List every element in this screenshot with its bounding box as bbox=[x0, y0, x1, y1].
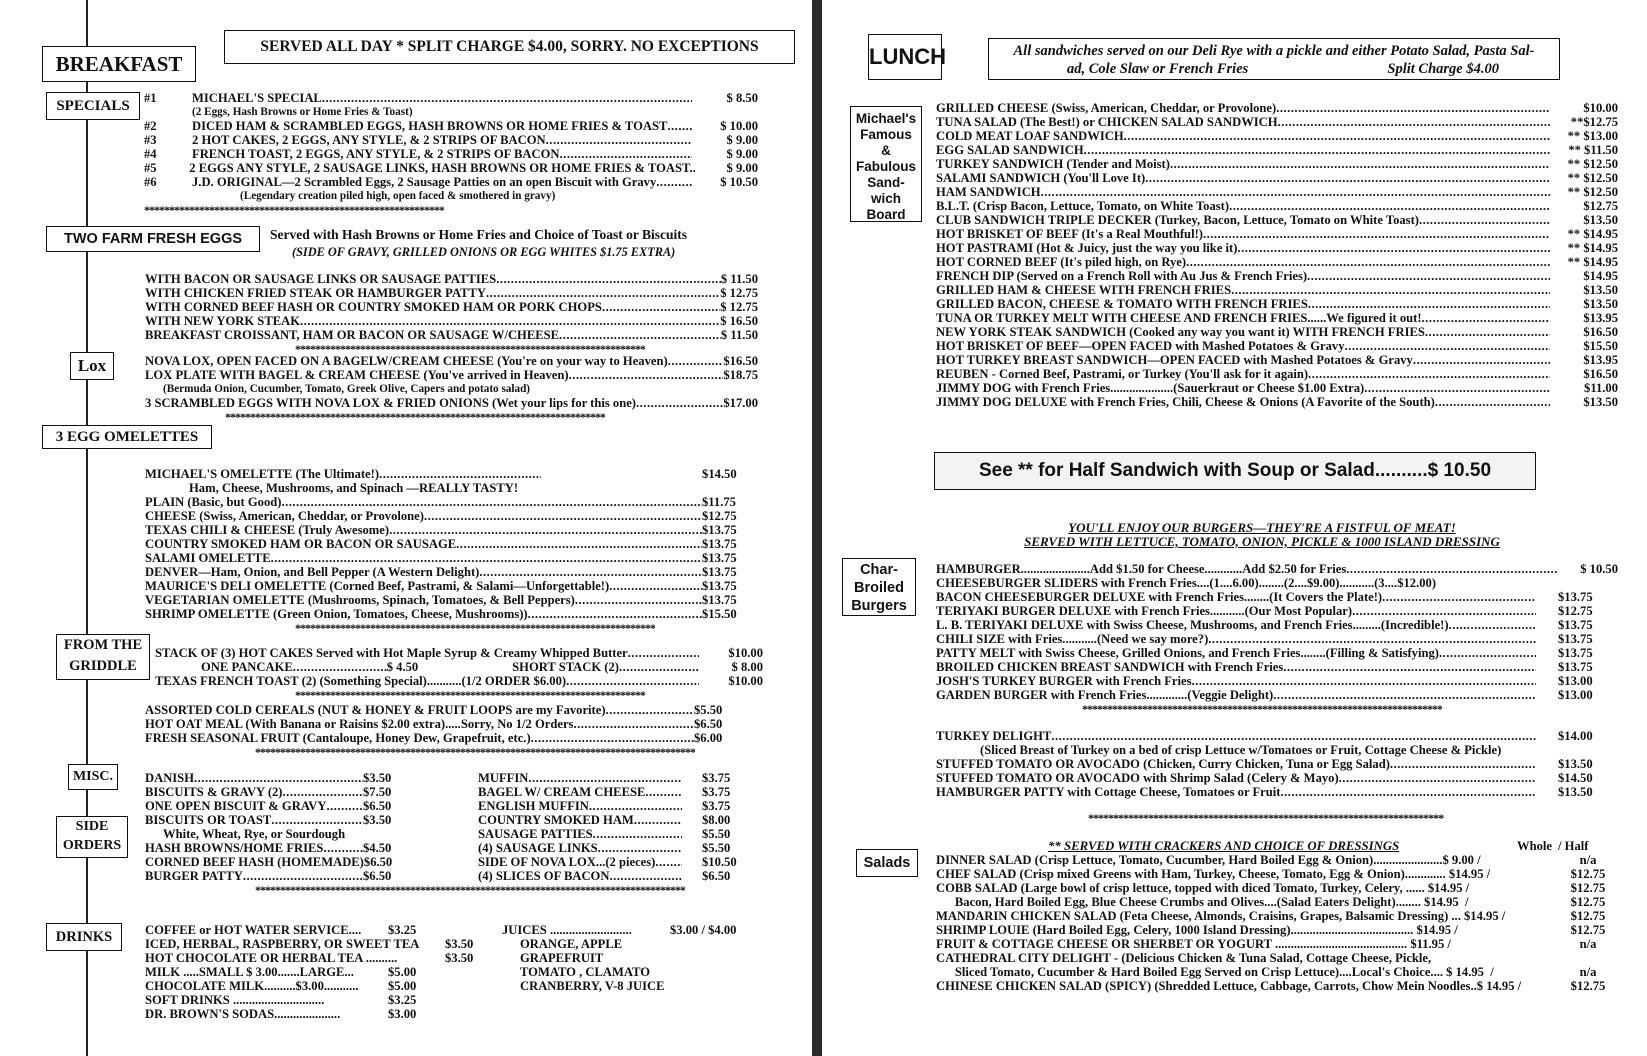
eggs-item: WITH CHICKEN FRIED STEAK OR HAMBURGER PATTY ..... $ 12.75 bbox=[145, 286, 758, 300]
salad-item: CHEF SALAD (Crisp mixed Greens with Ham, Turkey, Cheese, Tomato, Egg & Onion)............. $14.95 / $12.75 bbox=[936, 867, 1606, 881]
misc-item: COUNTRY SMOKED HAM ..... $8.00 bbox=[478, 813, 758, 827]
burgers-label bbox=[842, 558, 916, 616]
salad-item: SHRIMP LOUIE (Hard Boiled Egg, Celery, 1000 Island Dressing)....................................... $14.95 / $12.75 bbox=[936, 923, 1606, 937]
eggs-item: WITH BACON OR SAUSAGE LINKS OR SAUSAGE PATTIES ..... $ 11.50 bbox=[145, 272, 758, 286]
juice-item: ORANGE, APPLE bbox=[520, 937, 623, 951]
divider bbox=[255, 883, 685, 897]
cereal-item: HOT OAT MEAL (With Banana or Raisins $2.00 extra).....Sorry, No 1/2 Orders ..... $6.50 bbox=[145, 717, 758, 731]
divider bbox=[295, 688, 645, 702]
sandwich-item: GRILLED BACON, CHEESE & TOMATO WITH FRENCH FRIES ..... $13.50 bbox=[936, 297, 1618, 311]
board-label-line: Fabulous bbox=[856, 159, 916, 174]
lunch-banner-line: ad, Cole Slaw or French Fries Split Charge $4.00 bbox=[1067, 61, 1499, 77]
burger-item: TERIYAKI BURGER DELUXE with French Fries...........(Our Most Popular) ..... $12.75 bbox=[936, 604, 1618, 618]
griddle-label-line: FROM THE bbox=[63, 637, 143, 653]
lunch-banner bbox=[988, 38, 1560, 80]
eggs-label: TWO FARM FRESH EGGS bbox=[46, 226, 260, 252]
drink-item: ICED, HERBAL, RASPBERRY, OR SWEET TEA $3.50 bbox=[145, 937, 474, 951]
juice-item: CRANBERRY, V-8 JUICE bbox=[520, 979, 665, 993]
sandwich-item: NEW YORK STEAK SANDWICH (Cooked any way you want it) WITH FRENCH FRIES ..... $16.50 bbox=[936, 325, 1618, 339]
lox-item: 3 SCRAMBLED EGGS WITH NOVA LOX & FRIED ONIONS (Wet your lips for this one) ..... $17.00 bbox=[145, 396, 758, 410]
omelettes-list bbox=[145, 467, 758, 635]
juice-item: TOMATO , CLAMATO bbox=[520, 965, 651, 979]
omelette-item: TEXAS CHILI & CHEESE (Truly Awesome) ..... $13.75 bbox=[145, 523, 758, 537]
omelette-item: MICHAEL'S OMELETTE (The Ultimate!) ..... $14.50 bbox=[145, 467, 758, 481]
breakfast-title: BREAKFAST bbox=[42, 46, 196, 82]
burgers-label-line: Broiled bbox=[854, 580, 904, 596]
lox-item: NOVA LOX, OPEN FACED ON A BAGELW/CREAM CHEESE (You're on your way to Heaven) ..... $16.50 bbox=[145, 354, 758, 368]
specials-list bbox=[144, 91, 758, 217]
omelette-note: Ham, Cheese, Mushrooms, and Spinach —REALLY TASTY! bbox=[189, 481, 519, 495]
omelettes-label: 3 EGG OMELETTES bbox=[42, 425, 212, 449]
cereal-item: ASSORTED COLD CEREALS (NUT & HONEY & FRUIT LOOPS are my Favorite) ..... $5.50 bbox=[145, 703, 758, 717]
misc-item: SAUSAGE PATTIES ..... $5.50 bbox=[478, 827, 758, 841]
eggs-item: BREAKFAST CROISSANT, HAM OR BACON OR SAUSAGE W/CHEESE ..... $ 11.50 bbox=[145, 328, 758, 342]
divider bbox=[1088, 811, 1444, 825]
lunch-page bbox=[822, 0, 1647, 1056]
misc-item: CORNED BEEF HASH (HOMEMADE) $6.50 bbox=[145, 855, 393, 869]
lox-list bbox=[145, 354, 758, 424]
eggs-list bbox=[145, 272, 758, 356]
misc-item: DANISH ..... $3.50 bbox=[145, 771, 415, 785]
sandwich-item: TUNA SALAD (The Best!) or CHICKEN SALAD SANDWICH ..... **$12.75 bbox=[936, 115, 1618, 129]
griddle-list bbox=[155, 646, 763, 702]
board-label-line: wich bbox=[870, 191, 901, 206]
omelette-item: PLAIN (Basic, but Good) ..... $11.75 bbox=[145, 495, 758, 509]
lox-label: Lox bbox=[70, 352, 114, 380]
eggs-note: Served with Hash Browns or Home Fries and Choice of Toast or Biscuits bbox=[270, 227, 688, 242]
misc-item: BISCUITS & GRAVY (2) ..... $7.50 bbox=[145, 785, 415, 799]
misc-label: MISC. bbox=[68, 764, 118, 790]
drink-item: HOT CHOCOLATE OR HERBAL TEA .......... $3.50 bbox=[145, 951, 474, 965]
misc-item: HASH BROWNS/HOME FRIES ..... $4.50 bbox=[145, 841, 415, 855]
half-sandwich-banner: See ** for Half Sandwich with Soup or Salad..........$ 10.50 bbox=[934, 452, 1536, 490]
burger-item: JOSH'S TURKEY BURGER with French Fries ..... $13.00 bbox=[936, 674, 1618, 688]
plate-item: TURKEY DELIGHT ..... $14.00 bbox=[936, 729, 1618, 743]
sandwich-list bbox=[936, 101, 1618, 409]
sandwich-item: COLD MEAT LOAF SANDWICH ..... ** $13.00 bbox=[936, 129, 1618, 143]
salad-item: CATHEDRAL CITY DELIGHT - (Delicious Chicken & Tuna Salad, Cottage Cheese, Pickle, bbox=[936, 951, 1432, 965]
griddle-label bbox=[56, 634, 150, 680]
burger-item: GARDEN BURGER with French Fries.............(Veggie Delight) ..... $13.00 bbox=[936, 688, 1618, 702]
burger-intro-line: YOU'LL ENJOY OUR BURGERS—THEY'RE A FISTFUL OF MEAT! bbox=[1068, 520, 1456, 535]
salad-item: MANDARIN CHICKEN SALAD (Feta Cheese, Almonds, Craisins, Grapes, Balsamic Dressing) ... $14.95 / $12.75 bbox=[936, 909, 1606, 923]
burger-item: CHEESEBURGER SLIDERS with French Fries....(1....6.00)........(2....$9.00)...........(3....$12.00) bbox=[936, 576, 1437, 590]
sandwich-item: JIMMY DOG DELUXE with French Fries, Chili, Cheese & Onions (A Favorite of the South) ..... $13.50 bbox=[936, 395, 1618, 409]
sandwich-item: REUBEN - Corned Beef, Pastrami, or Turkey (You'll ask for it again) ..... $16.50 bbox=[936, 367, 1618, 381]
side-orders-label-line: SIDE bbox=[75, 819, 109, 834]
sandwich-item: GRILLED HAM & CHEESE WITH FRENCH FRIES ..... $13.50 bbox=[936, 283, 1618, 297]
divider bbox=[1082, 702, 1442, 716]
board-label-line: & bbox=[881, 143, 891, 158]
griddle-item: ONE PANCAKE ..... $ 4.50 SHORT STACK (2) ..... $ 8.00 bbox=[155, 660, 763, 674]
margin-rule bbox=[86, 0, 88, 1056]
omelette-item: COUNTRY SMOKED HAM OR BACON OR SAUSAGE ..... $13.75 bbox=[145, 537, 758, 551]
eggs-item: WITH NEW YORK STEAK ..... $ 16.50 bbox=[145, 314, 758, 328]
drinks-label: DRINKS bbox=[46, 923, 122, 951]
salads-header bbox=[936, 839, 1618, 853]
drink-item: COFFEE or HOT WATER SERVICE.... $3.25 bbox=[145, 923, 417, 937]
burger-item: L. B. TERIYAKI DELUXE with Swiss Cheese, Mushrooms, and French Fries.........(Incredible!) ..... $13.75 bbox=[936, 618, 1618, 632]
plate-item: HAMBURGER PATTY with Cottage Cheese, Tomatoes or Fruit ..... $13.50 bbox=[936, 785, 1618, 799]
sandwich-item: SALAMI SANDWICH (You'll Love It) ..... ** $12.50 bbox=[936, 171, 1618, 185]
griddle-label-line: GRIDDLE bbox=[69, 658, 137, 674]
breakfast-page bbox=[0, 0, 812, 1056]
special-note: (Legendary creation piled high, open faced & smothered in gravy) bbox=[240, 190, 556, 202]
sandwich-item: EGG SALAD SANDWICH ..... ** $11.50 bbox=[936, 143, 1618, 157]
salad-item: COBB SALAD (Large bowl of crisp lettuce, topped with diced Tomato, Turkey, Celery, ...... $14.95 / $12.75 bbox=[936, 881, 1606, 895]
plates-list bbox=[936, 729, 1618, 799]
special-item: #2 DICED HAM & SCRAMBLED EGGS, HASH BROWNS OR HOME FRIES & TOAST ..... $ 10.00 bbox=[144, 119, 758, 133]
misc-item: BISCUITS OR TOAST ..... $3.50 bbox=[145, 813, 415, 827]
salad-item: DINNER SALAD (Crisp Lettuce, Tomato, Cucumber, Hard Boiled Egg & Onion)......................$ 9.00 / n/a bbox=[936, 853, 1597, 867]
special-item: #6 J.D. ORIGINAL—2 Scrambled Eggs, 2 Sausage Patties on an open Biscuit with Gravy ..... $ 10.50 bbox=[144, 175, 758, 189]
drink-item: MILK .....SMALL $ 3.00.......LARGE... $5.00 bbox=[145, 965, 417, 979]
sandwich-board-label bbox=[850, 106, 922, 222]
burger-intro bbox=[962, 521, 1562, 549]
omelette-item: SALAMI OMELETTE ..... $13.75 bbox=[145, 551, 758, 565]
drink-item: DR. BROWN'S SODAS..................... $3.00 bbox=[145, 1007, 417, 1021]
sandwich-item: HAM SANDWICH ..... ** $12.50 bbox=[936, 185, 1618, 199]
cereal-item: FRESH SEASONAL FRUIT (Cantaloupe, Honey Dew, Grapefruit, etc.) ..... $6.00 bbox=[145, 731, 758, 745]
juice-header: JUICES .......................... $3.00 / $4.00 bbox=[502, 923, 737, 937]
salad-item: Sliced Tomato, Cucumber & Hard Boiled Egg Served on Crisp Lettuce)....Local's Choice.... $ 14.95 / n/a bbox=[936, 965, 1597, 979]
special-item: #5 2 EGGS ANY STYLE, 2 SAUSAGE LINKS, HASH BROWNS OR HOME FRIES & TOAST.. $ 9.00 bbox=[144, 161, 758, 175]
board-label-line: Michael's bbox=[855, 111, 917, 126]
salad-list bbox=[936, 853, 1618, 993]
burgers-label-line: Burgers bbox=[851, 598, 907, 614]
omelette-item: VEGETARIAN OMELETTE (Mushrooms, Spinach, Tomatoes, & Bell Peppers) ..... $13.75 bbox=[145, 593, 758, 607]
misc-item: ONE OPEN BISCUIT & GRAVY ..... $6.50 bbox=[145, 799, 415, 813]
burger-item: CHILI SIZE with Fries...........(Need we say more?) ..... $13.75 bbox=[936, 632, 1618, 646]
divider bbox=[225, 410, 605, 424]
sandwich-item: JIMMY DOG with French Fries....................(Sauerkraut or Cheese $1.00 Extra) ..... $11.00 bbox=[936, 381, 1618, 395]
misc-item: SIDE OF NOVA LOX...(2 pieces) ..... $10.50 bbox=[478, 855, 758, 869]
misc-right-list bbox=[478, 771, 758, 883]
special-item: #3 2 HOT CAKES, 2 EGGS, ANY STYLE, & 2 STRIPS OF BACON ..... $ 9.00 bbox=[144, 133, 758, 147]
burger-item: HAMBURGER......................Add $1.50 for Cheese............Add $2.50 for Fries ..... $ 10.50 bbox=[936, 562, 1618, 576]
juices-list bbox=[502, 923, 762, 993]
misc-note: White, Wheat, Rye, or Sourdough bbox=[163, 827, 346, 841]
plate-note: (Sliced Breast of Turkey on a bed of crisp Lettuce w/Tomatoes or Fruit, Cottage Cheese & Pickle) bbox=[980, 743, 1502, 757]
specials-label: SPECIALS bbox=[46, 92, 140, 120]
omelette-item: CHEESE (Swiss, American, Cheddar, or Provolone) ..... $12.75 bbox=[145, 509, 758, 523]
divider bbox=[144, 203, 444, 217]
eggs-note-extra: (SIDE OF GRAVY, GRILLED ONIONS OR EGG WHITES $1.75 EXTRA) bbox=[292, 245, 676, 259]
lunch-banner-line: All sandwiches served on our Deli Rye with a pickle and either Potato Salad, Pasta Sal- bbox=[1013, 43, 1535, 59]
lox-item: LOX PLATE WITH BAGEL & CREAM CHEESE (You've arrived in Heaven) ..... $18.75 bbox=[145, 368, 758, 382]
special-item: #4 FRENCH TOAST, 2 EGGS, ANY STYLE, & 2 STRIPS OF BACON ..... $ 9.00 bbox=[144, 147, 758, 161]
cereal-list bbox=[145, 703, 758, 759]
sandwich-item: TUNA OR TURKEY MELT WITH CHEESE AND FRENCH FRIES......We figured it out! ..... $13.95 bbox=[936, 311, 1618, 325]
misc-item: ENGLISH MUFFIN ..... $3.75 bbox=[478, 799, 758, 813]
misc-item: (4) SAUSAGE LINKS ..... $5.50 bbox=[478, 841, 758, 855]
salads-label: Salads bbox=[856, 849, 918, 877]
side-orders-label-line: ORDERS bbox=[62, 838, 122, 853]
sandwich-item: HOT BRISKET OF BEEF (It's a Real Mouthful!) ..... ** $14.95 bbox=[936, 227, 1618, 241]
plate-item: STUFFED TOMATO OR AVOCADO with Shrimp Salad (Celery & Mayo) ..... $14.50 bbox=[936, 771, 1618, 785]
salad-item: FRUIT & COTTAGE CHEESE OR SHERBET OR YOGURT .......................................... $11.95 / n/a bbox=[936, 937, 1597, 951]
burger-item: BACON CHEESEBURGER DELUXE with French Fries........(It Covers the Plate!) ..... $13.75 bbox=[936, 590, 1618, 604]
sandwich-item: FRENCH DIP (Served on a French Roll with Au Jus & French Fries) ..... $14.95 bbox=[936, 269, 1618, 283]
drink-item: CHOCOLATE MILK..........$3.00........... $5.00 bbox=[145, 979, 417, 993]
eggs-item: WITH CORNED BEEF HASH OR COUNTRY SMOKED HAM OR PORK CHOPS ..... $ 12.75 bbox=[145, 300, 758, 314]
sandwich-item: TURKEY SANDWICH (Tender and Moist) ..... ** $12.50 bbox=[936, 157, 1618, 171]
sandwich-item: HOT TURKEY BREAST SANDWICH—OPEN FACED with Mashed Potatoes & Gravy ..... $13.95 bbox=[936, 353, 1618, 367]
sandwich-item: HOT CORNED BEEF (It's piled high, on Rye) ..... ** $14.95 bbox=[936, 255, 1618, 269]
drinks-list bbox=[145, 923, 485, 1021]
divider bbox=[255, 745, 695, 759]
salads-header-row: ** SERVED WITH CRACKERS AND CHOICE OF DRESSINGS Whole / Half bbox=[1048, 839, 1589, 853]
misc-item: BURGER PATTY ..... $6.50 bbox=[145, 869, 415, 883]
omelette-item: DENVER—Ham, Onion, and Bell Pepper (A Western Delight) ..... $13.75 bbox=[145, 565, 758, 579]
special-note: (2 Eggs, Hash Browns or Home Fries & Toast) bbox=[192, 106, 413, 118]
omelette-item: MAURICE'S DELI OMELETTE (Corned Beef, Pastrami, & Salami—Unforgettable!) ..... $13.75 bbox=[145, 579, 758, 593]
plate-item: STUFFED TOMATO OR AVOCADO (Chicken, Curry Chicken, Tuna or Egg Salad) ..... $13.50 bbox=[936, 757, 1618, 771]
drink-item: SOFT DRINKS ............................. $3.25 bbox=[145, 993, 417, 1007]
misc-item: BAGEL W/ CREAM CHEESE ..... $3.75 bbox=[478, 785, 758, 799]
juice-item: GRAPEFRUIT bbox=[520, 951, 604, 965]
board-label-line: Sand- bbox=[867, 175, 905, 190]
sandwich-item: CLUB SANDWICH TRIPLE DECKER (Turkey, Bacon, Lettuce, Tomato on White Toast) ..... $13.50 bbox=[936, 213, 1618, 227]
misc-item: (4) SLICES OF BACON ..... $6.50 bbox=[478, 869, 758, 883]
sandwich-item: GRILLED CHEESE (Swiss, American, Cheddar, or Provolone) ..... $10.00 bbox=[936, 101, 1618, 115]
griddle-item: STACK OF (3) HOT CAKES Served with Hot Maple Syrup & Creamy Whipped Butter ..... $10.00 bbox=[155, 646, 763, 660]
lox-note: (Bermuda Onion, Cucumber, Tomato, Greek Olive, Capers and potato salad) bbox=[163, 383, 531, 395]
griddle-item: TEXAS FRENCH TOAST (2) (Something Special)...........(1/2 ORDER $6.00) ..... $10.00 bbox=[155, 674, 763, 688]
omelette-item: SHRIMP OMELETTE (Green Onion, Tomatoes, Cheese, Mushrooms)) ..... $15.50 bbox=[145, 607, 758, 621]
burger-intro-line: SERVED WITH LETTUCE, TOMATO, ONION, PICKLE & 1000 ISLAND DRESSING bbox=[1024, 534, 1500, 549]
sandwich-item: B.L.T. (Crisp Bacon, Lettuce, Tomato, on White Toast) ..... $12.75 bbox=[936, 199, 1618, 213]
misc-left-list bbox=[145, 771, 415, 883]
burger-item: PATTY MELT with Swiss Cheese, Grilled Onions, and French Fries........(Filling & Satisfying) ..... $13.75 bbox=[936, 646, 1618, 660]
sandwich-item: HOT PASTRAMI (Hot & Juicy, just the way you like it) ..... ** $14.95 bbox=[936, 241, 1618, 255]
salad-item: Bacon, Hard Boiled Egg, Blue Cheese Crumbs and Olives....(Salad Eaters Delight)........ $14.95 / $12.75 bbox=[936, 895, 1606, 909]
lunch-title: LUNCH bbox=[868, 34, 942, 80]
breakfast-banner: SERVED ALL DAY * SPLIT CHARGE $4.00, SORRY. NO EXCEPTIONS bbox=[224, 30, 795, 64]
burger-item: BROILED CHICKEN BREAST SANDWICH with French Fries ..... $13.75 bbox=[936, 660, 1618, 674]
board-label-line: Board bbox=[866, 207, 906, 222]
board-label-line: Famous bbox=[860, 127, 912, 142]
side-orders-label bbox=[56, 816, 128, 858]
misc-item: MUFFIN ..... $3.75 bbox=[478, 771, 758, 785]
burgers-label-line: Char- bbox=[860, 562, 898, 578]
special-item: #1 MICHAEL'S SPECIAL ..... $ 8.50 bbox=[144, 91, 758, 105]
divider bbox=[295, 621, 655, 635]
burger-list bbox=[936, 562, 1618, 716]
salad-item: CHINESE CHICKEN SALAD (SPICY) (Shredded Lettuce, Cabbage, Carrots, Chow Mein Noodles..$ 14.95 / $12.75 bbox=[936, 979, 1606, 993]
sandwich-item: HOT BRISKET OF BEEF—OPEN FACED with Mashed Potatoes & Gravy ..... $15.50 bbox=[936, 339, 1618, 353]
